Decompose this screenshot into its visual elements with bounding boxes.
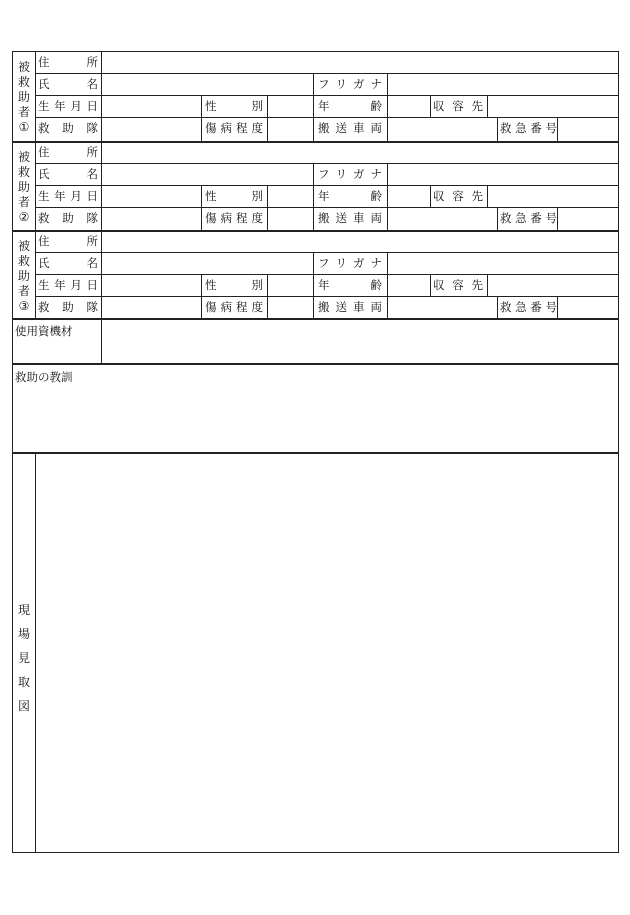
victim-label-char: 被 xyxy=(17,239,30,253)
transport-vehicle-label: 搬 送 車 両 xyxy=(318,121,382,135)
divider xyxy=(201,95,202,141)
injury-degree-label: 傷 病 程 度 xyxy=(205,211,263,225)
equipment-label: 使用資機材 xyxy=(15,324,73,338)
destination-field[interactable] xyxy=(488,186,618,207)
sketch-area[interactable] xyxy=(36,454,618,852)
injury-degree-field[interactable] xyxy=(268,208,312,230)
victim-label-char: 者 xyxy=(17,284,30,298)
address-label: 住 所 xyxy=(38,55,98,69)
age-label: 年 齢 xyxy=(318,189,382,203)
sketch-label-char: 見 xyxy=(17,651,30,665)
transport-vehicle-field[interactable] xyxy=(388,118,496,141)
address-field[interactable] xyxy=(102,52,618,73)
birthdate-field[interactable] xyxy=(102,275,200,296)
victim-label-char: 救 xyxy=(17,165,30,179)
victim-label-char: 救 xyxy=(17,75,30,89)
emergency-number-label: 救 急 番 号 xyxy=(500,300,557,314)
victim-label-char: ③ xyxy=(18,299,30,313)
name-label: 氏 名 xyxy=(38,167,98,181)
transport-vehicle-label: 搬 送 車 両 xyxy=(318,211,382,225)
rescue-team-field[interactable] xyxy=(102,118,200,141)
victim-label-char: 被 xyxy=(17,60,30,74)
birthdate-field[interactable] xyxy=(102,186,200,207)
sketch-label-char: 取 xyxy=(17,675,30,689)
transport-vehicle-field[interactable] xyxy=(388,297,496,318)
name-label: 氏 名 xyxy=(38,256,98,270)
divider xyxy=(430,274,431,296)
birthdate-field[interactable] xyxy=(102,96,200,117)
destination-label: 収 容 先 xyxy=(433,99,483,113)
emergency-number-field[interactable] xyxy=(558,208,618,230)
victim-label-char: 助 xyxy=(17,90,30,104)
rescue-team-label: 救 助 隊 xyxy=(38,211,98,225)
gender-label: 性 別 xyxy=(205,189,263,203)
address-label: 住 所 xyxy=(38,234,98,248)
furigana-field[interactable] xyxy=(388,253,618,274)
furigana-field[interactable] xyxy=(388,74,618,95)
divider xyxy=(313,163,314,230)
transport-vehicle-field[interactable] xyxy=(388,208,496,230)
divider xyxy=(201,185,202,230)
age-label: 年 齢 xyxy=(318,99,382,113)
rescue-team-field[interactable] xyxy=(102,208,200,230)
victim-label-char: 助 xyxy=(17,269,30,283)
victim-label-2 xyxy=(15,150,33,225)
rescue-team-label: 救 助 隊 xyxy=(38,300,98,314)
divider xyxy=(430,185,431,207)
sketch-label-char: 場 xyxy=(17,627,30,641)
name-field[interactable] xyxy=(102,74,312,95)
destination-label: 収 容 先 xyxy=(433,278,483,292)
victim-label-char: ② xyxy=(18,210,30,224)
rescue-team-field[interactable] xyxy=(102,297,200,318)
sketch-label-char: 図 xyxy=(17,699,30,713)
rescue-team-label: 救 助 隊 xyxy=(38,121,98,135)
sketch-label xyxy=(15,598,33,718)
destination-field[interactable] xyxy=(488,275,618,296)
name-field[interactable] xyxy=(102,164,312,185)
birthdate-label: 生 年 月 日 xyxy=(38,189,98,203)
destination-field[interactable] xyxy=(488,96,618,117)
address-label: 住 所 xyxy=(38,145,98,159)
emergency-number-field[interactable] xyxy=(558,297,618,318)
lessons-label: 救助の教訓 xyxy=(15,370,73,384)
emergency-number-label: 救 急 番 号 xyxy=(500,211,557,225)
divider xyxy=(430,95,431,117)
divider xyxy=(35,51,36,141)
injury-degree-field[interactable] xyxy=(268,297,312,318)
age-field[interactable] xyxy=(388,275,429,296)
address-field[interactable] xyxy=(102,231,618,252)
birthdate-label: 生 年 月 日 xyxy=(38,278,98,292)
divider xyxy=(497,207,498,230)
victim-label-1 xyxy=(15,60,33,135)
divider xyxy=(35,141,36,230)
victim-label-char: 者 xyxy=(17,195,30,209)
equipment-field[interactable] xyxy=(102,320,618,362)
name-label: 氏 名 xyxy=(38,77,98,91)
gender-field[interactable] xyxy=(268,275,312,296)
divider xyxy=(201,274,202,318)
injury-degree-field[interactable] xyxy=(268,118,312,141)
transport-vehicle-label: 搬 送 車 両 xyxy=(318,300,382,314)
emergency-number-label: 救 急 番 号 xyxy=(500,121,557,135)
destination-label: 収 容 先 xyxy=(433,189,483,203)
divider xyxy=(35,230,36,318)
furigana-label: フ リ ガ ナ xyxy=(318,167,382,181)
furigana-label: フ リ ガ ナ xyxy=(318,256,382,270)
victim-label-char: 救 xyxy=(17,254,30,268)
victim-label-char: 被 xyxy=(17,150,30,164)
lessons-field[interactable] xyxy=(13,388,618,451)
sketch-label-char: 現 xyxy=(17,603,30,617)
victim-label-3 xyxy=(15,239,33,314)
divider xyxy=(12,363,619,365)
divider xyxy=(313,252,314,318)
address-field[interactable] xyxy=(102,142,618,163)
victim-label-char: 者 xyxy=(17,105,30,119)
gender-label: 性 別 xyxy=(205,99,263,113)
injury-degree-label: 傷 病 程 度 xyxy=(205,300,263,314)
name-field[interactable] xyxy=(102,253,312,274)
injury-degree-label: 傷 病 程 度 xyxy=(205,121,263,135)
victim-label-char: ① xyxy=(18,120,30,134)
gender-label: 性 別 xyxy=(205,278,263,292)
emergency-number-field[interactable] xyxy=(558,118,618,141)
divider xyxy=(313,73,314,141)
age-field[interactable] xyxy=(388,186,429,207)
gender-field[interactable] xyxy=(268,186,312,207)
divider xyxy=(497,117,498,141)
victim-label-char: 助 xyxy=(17,180,30,194)
age-field[interactable] xyxy=(388,96,429,117)
divider xyxy=(497,296,498,318)
furigana-field[interactable] xyxy=(388,164,618,185)
age-label: 年 齢 xyxy=(318,278,382,292)
furigana-label: フ リ ガ ナ xyxy=(318,77,382,91)
birthdate-label: 生 年 月 日 xyxy=(38,99,98,113)
gender-field[interactable] xyxy=(268,96,312,117)
